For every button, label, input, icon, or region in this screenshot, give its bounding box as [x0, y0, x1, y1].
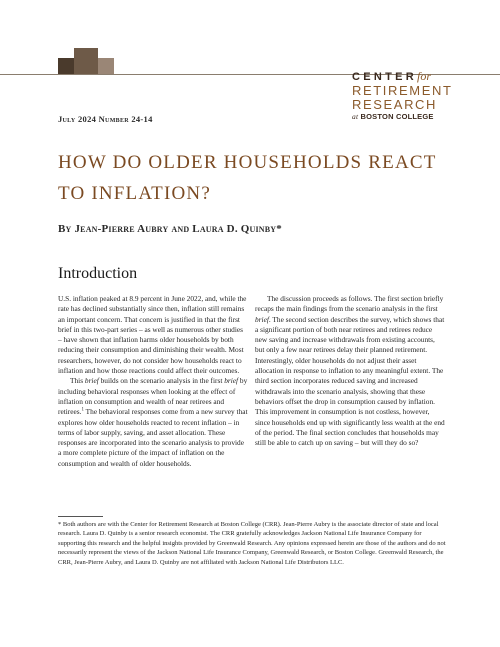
page-title: HOW DO OLDER HOUSEHOLDS REACT TO INFLATION? [58, 152, 437, 204]
footnote: * Both authors are with the Center for Retirement Research at Boston College (CRR). Jean-Pierre Aubry is the associate director of state and local research. Laura D. Quinby is a senior research economist. The CRR gratefully acknowledges Jackson National Life Insurance Company for supporting this research and the helpful insights provided by Greenwald Research. Any opinions expressed herein are those of the authors and do not necessarily represent the views of the Jackson National Life Insurance Company, Greenwald Research, or Boston College. Greenwald Research, the CRR, Jean-Pierre Aubry, and Laura D. Quinby are not affiliated with Jackson National Life Distributors LLC. [58, 521, 446, 566]
decor-square-1 [58, 58, 74, 74]
author-byline: By Jean-Pierre Aubry and Laura D. Quinby* [58, 223, 282, 235]
decor-square-2 [74, 48, 98, 74]
decor-square-3 [98, 58, 114, 74]
section-heading: Introduction [58, 265, 138, 282]
paragraph: The discussion proceeds as follows. The first section briefly recaps the main findings from the scenario analysis in the first brief. The second section describes the survey, which shows that a significant portion of both near retirees and retirees reduce new saving and increase withdrawals from existing accounts, but only a few near retirees delay their planned retirement. Interestingly, older households do not adjust their asset allocation in response to inflation to any meaningful extent. The third section incorporates reduced saving and increased withdrawals into the scenario analysis, showing that these behaviors offset the drop in consumption caused by inflation. This improvement in consumption is not costless, however, since households end up with significantly less wealth at the end of the period. The final section concludes that households may still be able to catch up on saving – but will they do so? [255, 294, 445, 448]
crr-logo: CENTERfor RETIREMENT RESEARCH at BOSTON COLLEGE [352, 69, 453, 121]
issue-number: July 2024 Number 24-14 [58, 114, 153, 124]
paragraph: U.S. inflation peaked at 8.9 percent in June 2022, and, while the rate has declined substantially since then, inflation still remains an important concern. That concern is justified in that the first brief in this two-part series – as well as numerous other studies – have shown that inflation harms older households by both reducing their consumption and diminishing their wealth. Most researchers, however, do not consider how households react to inflation and how those reactions could affect their outcomes. [58, 294, 247, 376]
footnote-ref: 1 [81, 407, 84, 413]
paragraph: This brief builds on the scenario analysis in the first brief by including behavioral responses when looking at the effect of inflation on consumption and wealth of near retirees and retirees.$^1$ The behavioral responses come from a new survey that explores how older households reacted to recent inflation – in terms of labor supply, saving, and asset allocation. These responses are incorporated into the scenario analysis to provide a more complete picture of the impact of inflation on the consumption and wealth of older households. [58, 376, 248, 468]
left-column [58, 294, 248, 469]
footnote-rule [58, 516, 103, 517]
right-column [255, 294, 445, 448]
